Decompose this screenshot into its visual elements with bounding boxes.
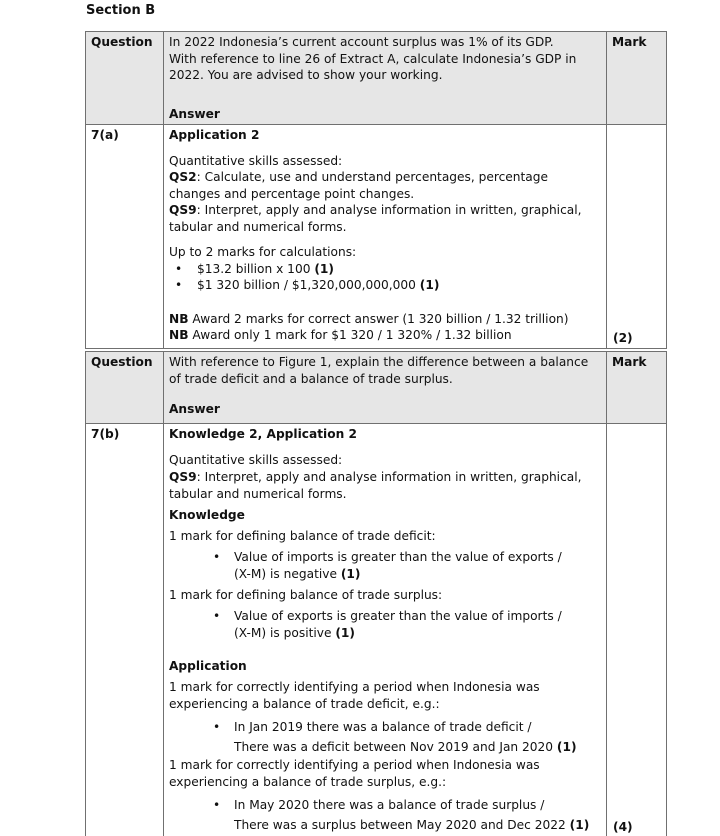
knowledge-list [169,549,601,583]
skill-item: QS2: Calculate, use and understand percentages, percentage changes and percentage point changes. [169,170,549,201]
question-text: With reference to Figure 1, explain the difference between a balance of trade deficit and a balance of trade surplus. [169,355,589,386]
question-number: 7(b) [91,427,120,441]
total-mark: (2) [613,330,633,345]
application-intro: 1 mark for correctly identifying a period when Indonesia was experiencing a balance of trade deficit, e.g.: [169,680,540,711]
answer-row [86,125,667,349]
knowledge-intro: 1 mark for defining balance of trade surplus: [169,588,443,602]
skill-item: QS9: Interpret, apply and analyse information in written, graphical, tabular and numerical forms. [169,470,582,501]
total-mark-cell [607,125,667,349]
section-title: Section B [86,3,156,18]
answer-row [86,424,667,836]
answer-content-cell [164,125,607,349]
note: NB Award only 1 mark for $1 320 / 1 320% / 1.32 billion [169,328,512,342]
question-label: Question [91,35,153,49]
application-intro: 1 mark for correctly identifying a period when Indonesia was experiencing a balance of trade surplus, e.g.: [169,758,540,789]
mark-label: Mark [612,35,647,49]
question-label-cell [86,352,164,424]
skill-item: QS9: Interpret, apply and analyse information in written, graphical, tabular and numerical forms. [169,203,582,234]
calc-item: • $1 320 billion / $1,320,000,000,000 (1) [173,277,601,294]
answer-content-cell [164,424,607,836]
question-number: 7(a) [91,128,119,142]
total-mark: (4) [613,819,633,834]
answer-heading: Knowledge 2, Application 2 [169,427,357,441]
application-list [169,717,601,757]
application-list [169,795,601,835]
knowledge-heading: Knowledge [169,508,245,522]
mark-label-cell [607,352,667,424]
total-mark-cell [607,424,667,836]
note: NB Award 2 marks for correct answer (1 320 billion / 1.32 trillion) [169,311,569,326]
application-item: • In May 2020 there was a balance of trade surplus / There was a surplus between May 2020 and Dec 2022 (1) [169,795,601,835]
knowledge-list [169,608,601,642]
skills-intro: Quantitative skills assessed: [169,453,343,467]
question-number-cell [86,424,164,836]
calc-item: • $13.2 billion x 100 (1) [173,261,601,278]
answer-label: Answer [169,106,220,121]
question-text-cell [164,32,607,125]
question-label-cell [86,32,164,125]
question-number-cell [86,125,164,349]
question-text: In 2022 Indonesia’s current account surplus was 1% of its GDP. With reference to line 26 of Extract A, calculate Indonesia’s GDP in 2022. You are advised to show your working. [169,35,577,82]
application-item: • In Jan 2019 there was a balance of trade deficit / There was a deficit between Nov 2019 and Jan 2020 (1) [169,717,601,757]
mark-label: Mark [612,355,647,369]
question-header-row [86,352,667,424]
answer-heading: Application 2 [169,128,260,142]
knowledge-item: • Value of imports is greater than the value of exports / (X-M) is negative (1) [169,549,601,583]
question-header-row [86,32,667,125]
question-table-7b [85,351,667,836]
mark-label-cell [607,32,667,125]
application-heading: Application [169,659,247,673]
knowledge-item: • Value of exports is greater than the value of imports / (X-M) is positive (1) [169,608,601,642]
question-table-7a [85,31,667,349]
question-text-cell [164,352,607,424]
knowledge-intro: 1 mark for defining balance of trade deficit: [169,529,436,543]
calc-intro: Up to 2 marks for calculations: [169,245,357,259]
calc-list [173,261,601,294]
skills-intro: Quantitative skills assessed: [169,153,343,168]
question-label: Question [91,355,153,369]
answer-label: Answer [169,402,220,416]
